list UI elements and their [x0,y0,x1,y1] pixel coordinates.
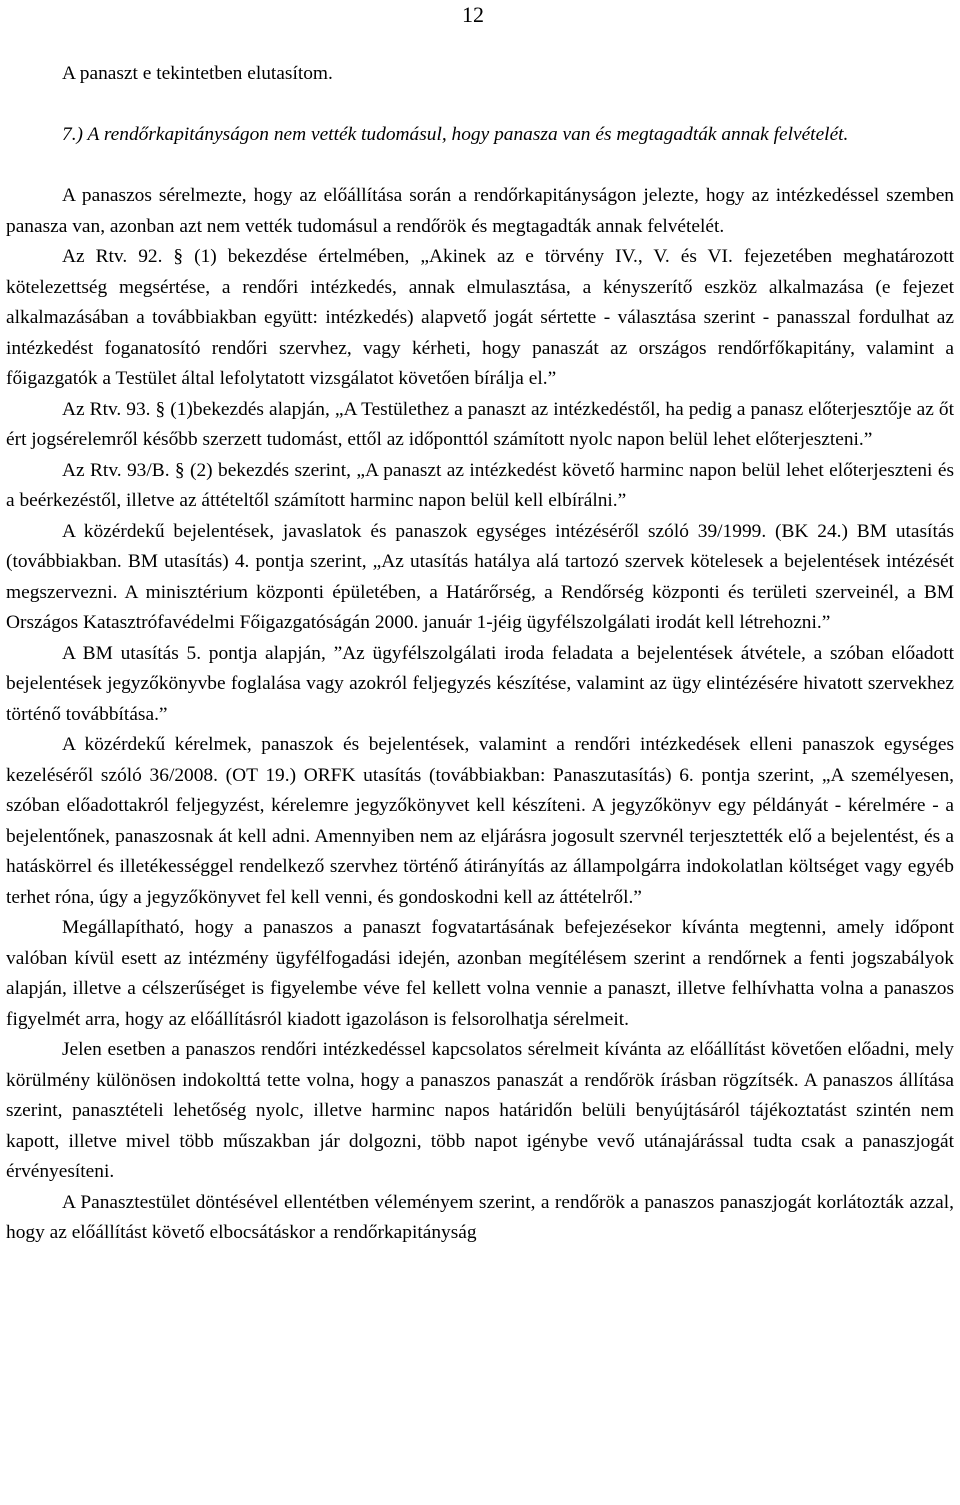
document-body [6,59,954,1249]
section-heading-7: 7.) A rendőrkapitányságon nem vették tudomásul, hogy panasza van és megtagadták annak felvételét. [62,124,849,145]
page-number: 12 [462,2,484,27]
paragraph-orfk-utasitas: A közérdekű kérelmek, panaszok és bejelentések, valamint a rendőri intézkedések elleni panaszok egységes kezeléséről szóló 36/2008. (OT 19.) ORFK utasítás (továbbiakban: Panaszutasítás) 6. pontja szerint, „A személyesen, szóban előadottakról feljegyzést, kérelemre jegyzőkönyvet kell készíteni. A jegyzőkönyv egy példányát - kérelmére - a bejelentőnek, panaszosnak át kell adni. Amennyiben nem az eljárásra jogosult szervnél terjesztették elő a bejelentést, és a hatáskörrel és illetékességgel rendelkező szervhez történő átirányítás az állampolgárra indokolatlan költséget vagy egyéb terhet róna, úgy a jegyzőkönyvet fel kell venni, és gondoskodni kell az áttételről.” [6,734,954,908]
paragraph-complaint: A panaszos sérelmezte, hogy az előállítása során a rendőrkapitányságon jelezte, hogy az intézkedéssel szemben panasza van, azonban azt nem vették tudomásul a rendőrök és megtagadták annak felvételét. [6,185,954,237]
paragraph-rejection: A panaszt e tekintetben elutasítom. [62,63,333,84]
paragraph-opinion: A Panasztestület döntésével ellentétben véleményem szerint, a rendőrök a panaszos panaszjogát korlátozták azzal, hogy az előállítást követő elbocsátáskor a rendőrkapitányság [6,1191,954,1243]
paragraph-bm-utasitas-5: A BM utasítás 5. pontja alapján, ”Az ügyfélszolgálati iroda feladata a bejelentések átvétele, a szóban előadott bejelentések jegyzőkönyvbe foglalása vagy azokról feljegyzés készítése, valamint az ügy elintézésére hivatott szervekhez történő továbbítása.” [6,642,954,725]
paragraph-rtv-93b: Az Rtv. 93/B. § (2) bekezdés szerint, „A panaszt az intézkedést követő harminc napon belül lehet előterjeszteni és a beérkezéstől, illetve az áttételtől számított harminc napon belül kell elbírálni.” [6,459,954,511]
paragraph-finding: Megállapítható, hogy a panaszos a panaszt fogvatartásának befejezésekor kívánta megtenni, amely időpont valóban kívül esett az intézmény ügyfélfogadási idején, azonban megítélésem szerint a rendőrnek a fenti jogszabályok alapján, illetve a célszerűséget is figyelembe véve fel kellett volna vennie a panaszt, illetve felhívhatta volna a panaszos figyelmét arra, hogy az előállításról kiadott igazoláson is felsorolhatja sérelmeit. [6,917,954,1030]
paragraph-rtv-92: Az Rtv. 92. § (1) bekezdése értelmében, „Akinek az e törvény IV., V. és VI. fejezetében meghatározott kötelezettség megsértése, a rendőri intézkedés, annak elmulasztása, a kényszerítő eszköz alkalmazása (e fejezet alkalmazásában a továbbiakban együtt: intézkedés) alapvető jogát sértette - választása szerint - panasszal fordulhat az intézkedést foganatosító rendőri szervhez, vagy kérheti, hogy panaszát az országos rendőrfőkapitány, valamint a főigazgatók a Testület által lefolytatott vizsgálatot követően bírálja el.” [6,246,954,389]
paragraph-rtv-93: Az Rtv. 93. § (1)bekezdés alapján, „A Testülethez a panaszt az intézkedéstől, ha pedig a panasz előterjesztője az őt ért jogsérelemről később szerzett tudomást, ettől az időponttól számított nyolc napon belül lehet előterjeszteni.” [6,398,954,450]
paragraph-present-case: Jelen esetben a panaszos rendőri intézkedéssel kapcsolatos sérelmeit kívánta az előállítást követően előadni, mely körülmény különösen indokolttá tette volna, hogy a panaszos panaszát a rendőrök írásban rögzítsék. A panaszos állítása szerint, panasztételi lehetőség nyolc, illetve harminc napos határidőn belüli benyújtásáról tájékoztatást szintén nem kapott, illetve mivel több műszakban jár dolgozni, több napot igénybe vevő utánajárással tudta csak a panaszjogát érvényesíteni. [6,1039,954,1182]
paragraph-bm-utasitas-4: A közérdekű bejelentések, javaslatok és panaszok egységes intézéséről szóló 39/1999. (BK 24.) BM utasítás (továbbiakban. BM utasítás) 4. pontja szerint, „Az utasítás hatálya alá tartozó szervek kötelesek a bejelentések intézését megszervezni. A minisztérium központi épületében, a Határőrség, a Rendőrség központi és területi szerveinél, a BM Országos Katasztrófavédelmi Főigazgatóságán 2000. január 1-jéig ügyfélszolgálati irodát kell létrehozni.” [6,520,954,633]
